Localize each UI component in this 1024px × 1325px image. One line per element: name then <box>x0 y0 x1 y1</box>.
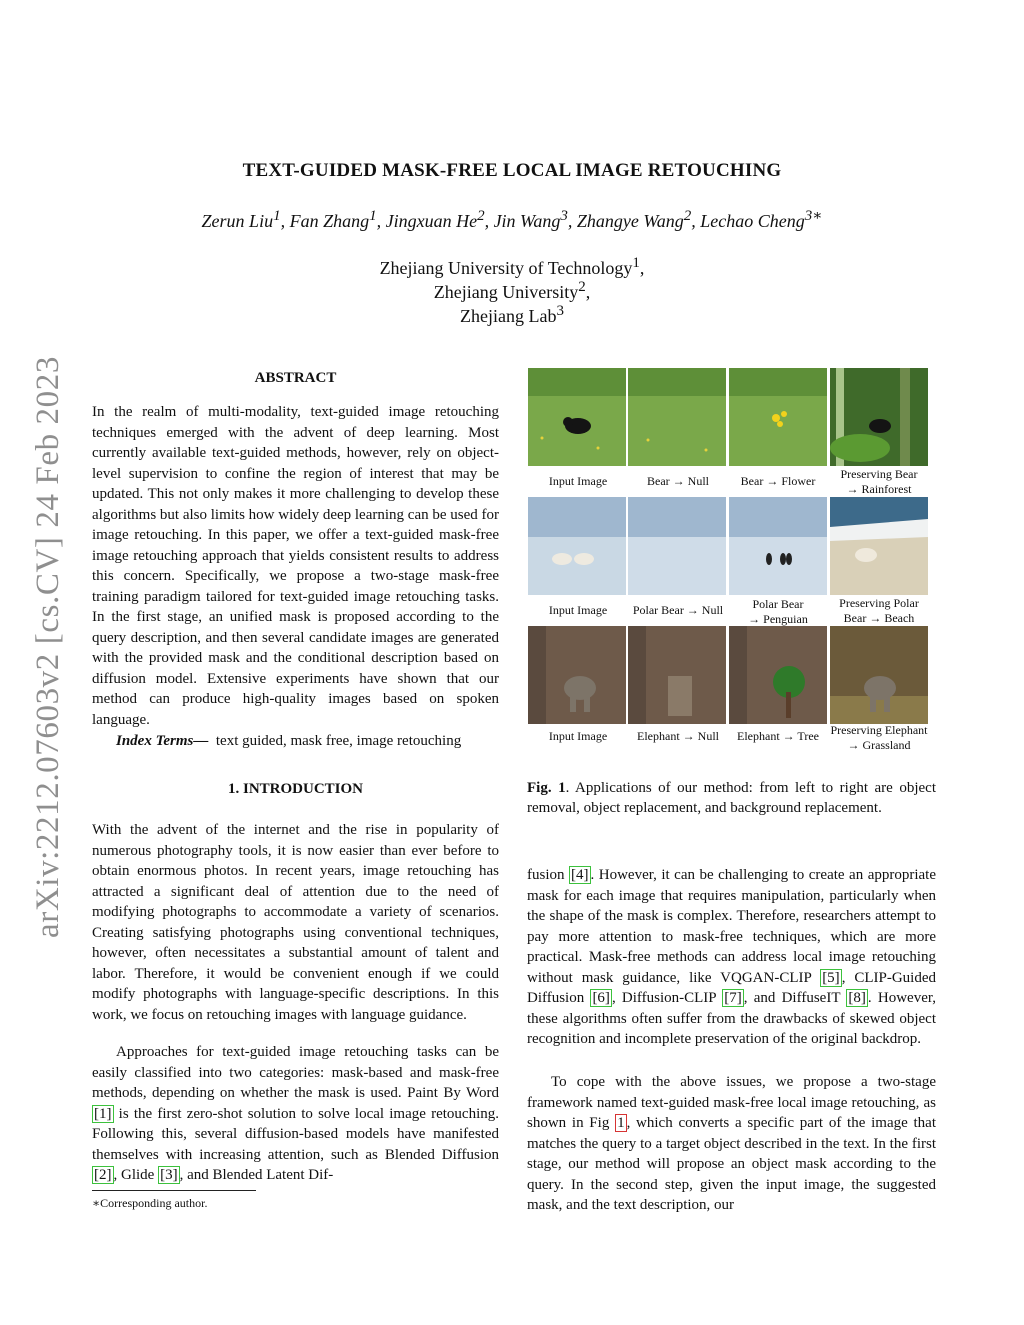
thumb-polar-input <box>528 497 626 595</box>
thumb-elephant-input <box>528 626 626 724</box>
thumb-elephant-tree <box>729 626 827 724</box>
caption-r2c4: Preserving Polar Bear → Beach <box>839 596 919 625</box>
intro-paragraph-4: To cope with the above issues, we propose a two-stage framework named text-guided mask-free local image retouching, as shown in Fig 1 , which converts a specific part of the image that matches the query to a target object described in the text. In the first stage, our method will propose an object mask according to the query. In the second step, given the input image, the suggested mask, and the text description, our <box>527 1074 936 1213</box>
caption-r3c4: Preserving Elephant → Grassland <box>830 723 928 752</box>
affiliation-3: Zhejiang Lab$^3$ <box>460 303 564 326</box>
paper-title: TEXT-GUIDED MASK-FREE LOCAL IMAGE RETOUCHING <box>242 160 782 181</box>
caption-r2c1: Input Image <box>548 603 608 617</box>
author-list: Zerun Liu$^1$, Fan Zhang$^1$, Jingxuan He$^2$, Jin Wang$^3$, Zhangye Wang$^2$, Lechao Cheng$^{3∗}$ <box>201 208 823 231</box>
footnote: ∗Corresponding author. <box>92 1196 208 1210</box>
affiliation-1: Zhejiang University of Technology$^1$, <box>379 255 645 278</box>
caption-r3c2: Elephant → Null <box>637 729 719 743</box>
arxiv-identifier[interactable]: arXiv:2212.07603v2 [cs.CV] 24 Feb 2023 <box>30 356 66 938</box>
thumb-bear-null <box>628 368 726 466</box>
figure-label: Fig. 1 <box>527 780 566 796</box>
thumb-elephant-null <box>628 626 726 724</box>
caption-r2c2: Polar Bear → Null <box>632 603 724 617</box>
caption-r1c1: Input Image <box>548 474 608 488</box>
index-terms: Index Terms— text guided, mask free, image retouching <box>116 733 462 749</box>
caption-r2c3: Polar Bear → Penguian <box>748 597 808 626</box>
caption-r3c3: Elephant → Tree <box>737 729 819 743</box>
thumb-bear-rainforest <box>830 368 928 466</box>
intro-paragraph-3: fusion [4] . However, it can be challenging to create an appropriate mask for each image that requires manipulation, particularly when the shape of the mask is complex. Therefore, researchers attempt to pay more attention to mask-free techniques, which are more practical. Mask-free methods can address local image retouching without mask guidance, like VQGAN-CLIP [5] , CLIP-Guided Diffusion [6] , Diffusion-CLIP [7] , and DiffuseIT [8] . However, these algorithms often suffer from the drawbacks of skewed object recognition and incomplete preservation of the original backdrop. <box>527 867 937 1047</box>
index-terms-label: Index Terms— <box>116 733 209 749</box>
affiliation-2: Zhejiang University$^2$, <box>433 279 591 302</box>
intro-paragraph-1: With the advent of the internet and the rise in popularity of numerous photography tools, it is now easier than ever before to obtain enormous photos. In recent years, image retouching has attracted a significant deal of attention due to the need of modifying photographs to accommodate a variety of scenarios. Creating satisfying photographs using conventional techniques, however, often necessitates a substantial amount of talent and labor. Therefore, it would be convenient enough if we could modify photographs with language-specific descriptions. In this work, we focus on retouching images with language guidance. <box>92 822 499 1023</box>
thumb-bear-flower <box>729 368 827 466</box>
figure-caption: Fig. 1. Applications of our method: from left to right are object removal, object replacement, and background replacement. <box>527 780 936 816</box>
introduction-heading: 1. INTRODUCTION <box>227 781 363 797</box>
abstract-text: In the realm of multi-modality, text-guided image retouching techniques emerged with the advent of deep learning. Most currently available text-guided methods, however, rely on object-level supervision to confine the region of interest that may be updated. This not only makes it more challenging to develop these algorithms but also limits how widely deep learning can be used for image retouching. In this paper, we offer a text-guided mask-free image retouching approach that yields consistent results to address this concern. Specifically, we propose a two-stage mask-free training paradigm tailored for text-guided image retouching tasks. In the first stage, an unified mask is proposed according to the query description, and then several candidate images are generated with the provided mask and the conditional description based on diffusion model. Extensive experiments have shown that our method can produce high-quality images based on spoken language. <box>92 404 499 728</box>
thumb-bear-input <box>528 368 626 466</box>
footnote-rule <box>92 1190 256 1191</box>
caption-r1c3: Bear → Flower <box>740 474 816 488</box>
thumb-polar-null <box>628 497 726 595</box>
caption-r1c2: Bear → Null <box>647 474 709 488</box>
thumb-elephant-grassland <box>830 626 928 724</box>
intro-paragraph-2: Approaches for text-guided image retouching tasks can be easily classified into two categories: mask-based and mask-free methods, depending on whether the mask is used. Paint By Word [1] is the first zero-shot solution to solve local image retouching. Following this, several diffusion-based models have manifested themselves with increasing attention, such as Blended Diffusion [2] , Glide [3] , and Blended Latent Dif- <box>92 1044 499 1183</box>
thumb-polar-penguin <box>729 497 827 595</box>
caption-r3c1: Input Image <box>548 729 608 743</box>
caption-r1c4: Preserving Bear → Rainforest <box>840 467 918 496</box>
thumb-polar-beach <box>830 497 928 595</box>
abstract-heading: ABSTRACT <box>254 370 337 386</box>
